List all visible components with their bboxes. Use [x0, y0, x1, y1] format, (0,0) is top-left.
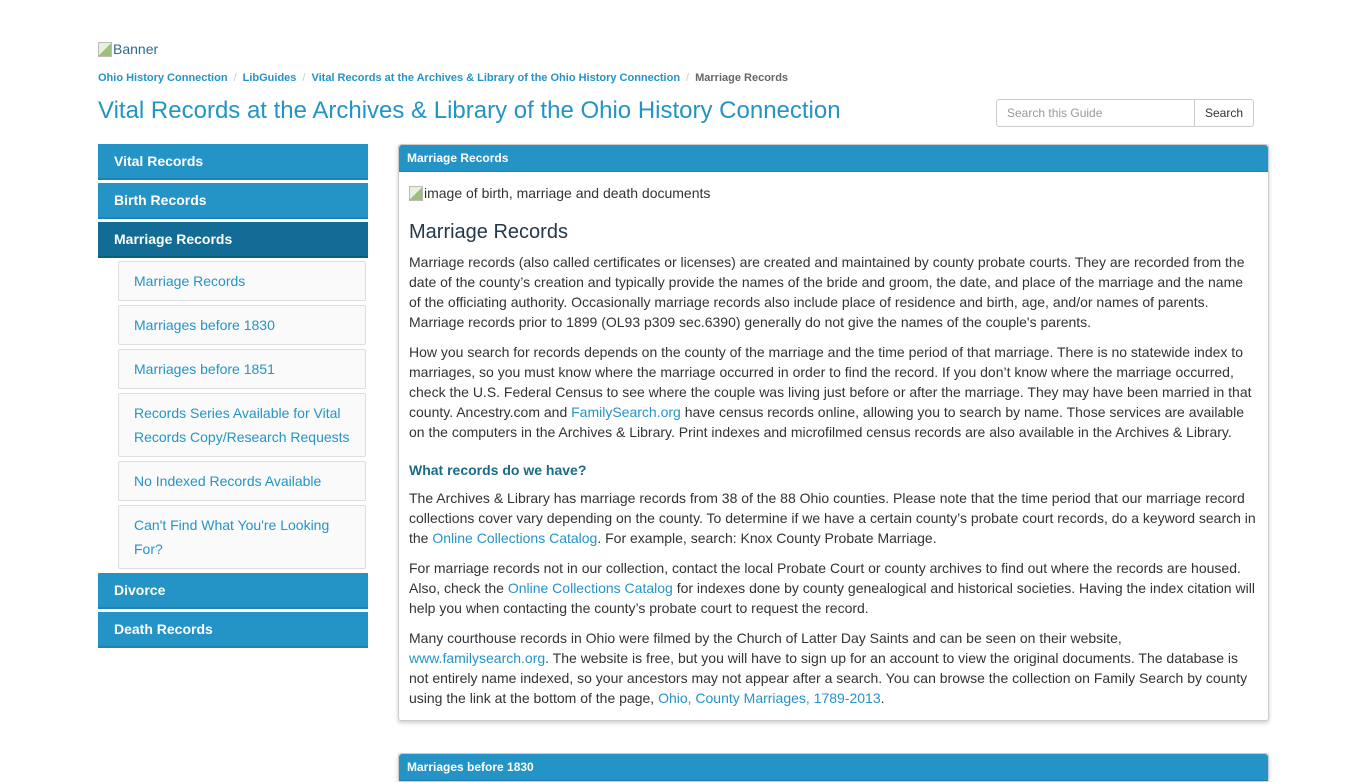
paragraph-text: . The website is free, but you will have to sign up for an account to view the original documents. The database is not entirely name indexed, so your ancestors may not appear after a search. You can browse the collection on Family Search by county using the link at the bottom of the page,: [409, 650, 1248, 706]
paragraph-text: . For example, search: Knox County Probate Marriage.: [597, 530, 937, 546]
search-button[interactable]: Search: [1194, 99, 1254, 127]
sidebar-subitem-marriage-records[interactable]: Marriage Records: [118, 261, 366, 301]
paragraph-search-howto: [409, 342, 1258, 442]
breadcrumb-current: Marriage Records: [695, 72, 789, 84]
panel-header: Marriages before 1830: [399, 754, 1268, 781]
breadcrumb-vital-records-guide[interactable]: Vital Records at the Archives & Library of the Ohio History Connection: [311, 72, 681, 84]
sidebar-subitem-cant-find[interactable]: Can't Find What You're Looking For?: [118, 505, 366, 569]
broken-image-icon: [409, 186, 423, 201]
online-collections-catalog-link[interactable]: Online Collections Catalog: [432, 530, 598, 546]
sidebar-item-marriage-records[interactable]: Marriage Records: [98, 222, 368, 258]
paragraph-familysearch: [409, 628, 1258, 708]
paragraph-holdings: [409, 488, 1258, 548]
paragraph-intro: Marriage records (also called certificates or licenses) are created and maintained by county probate courts. They are recorded from the date of the county’s creation and typically provide the names of the bride and groom, the date, and place of the marriage and the name of the officiating authority. Occasionally marriage records also include place of residence and birth, age, and/or names of parents. Marriage records prior to 1899 (OL93 p309 sec.6390) generally do not give the names of the couple's parents.: [409, 254, 1245, 330]
paragraph-text: .: [880, 690, 885, 706]
marriage-records-panel: [398, 144, 1269, 721]
guide-search-form: [996, 99, 1254, 127]
banner-alt-text: Banner: [113, 41, 159, 57]
paragraph-text: How you search for records depends on the county of the marriage and the time period of that marriage. There is no statewide index to marriages, so you must know where the marriage occurred in order to find the record. If you don’t know where the marriage occurred, check the U.S. Federal Census to see where the couple was living just before or after the marriage. They may have been married in that county. Ancestry.com and: [409, 344, 1252, 420]
sidebar-item-death-records[interactable]: Death Records: [98, 612, 368, 648]
sidebar-subitem-marriages-before-1851[interactable]: Marriages before 1851: [118, 349, 366, 389]
sidebar-item-vital-records[interactable]: Vital Records: [98, 144, 368, 180]
documents-image: [409, 182, 1258, 204]
section-heading: Marriage Records: [409, 221, 568, 243]
breadcrumb: [98, 72, 788, 84]
search-input[interactable]: [996, 99, 1194, 127]
familysearch-link[interactable]: FamilySearch.org: [571, 404, 681, 420]
sidebar-subitem-records-series[interactable]: Records Series Available for Vital Records Copy/Research Requests: [118, 393, 366, 457]
broken-image-icon: [98, 42, 112, 57]
sidebar-nav: [98, 144, 368, 651]
familysearch-website-link[interactable]: www.familysearch.org: [409, 650, 546, 666]
panel-body: [399, 172, 1268, 720]
paragraph-text: have census records online, allowing you to search by name. Those services are available on the computers in the Archives & Library. Print indexes and microfilmed census records are also available in the Archives & Library.: [409, 404, 1244, 440]
breadcrumb-libguides[interactable]: LibGuides: [242, 72, 297, 84]
paragraph-text: The Archives & Library has marriage records from 38 of the 88 Ohio counties. Please note that the time period that our marriage record collections cover vary depending on the county. To determine if we have a certain county’s probate court records, do a keyword search in the: [409, 490, 1256, 546]
sidebar-subitem-marriages-before-1830[interactable]: Marriages before 1830: [118, 305, 366, 345]
paragraph-text: Many courthouse records in Ohio were filmed by the Church of Latter Day Saints and can be seen on their website,: [409, 630, 1122, 646]
paragraph-not-in-collection: [409, 558, 1258, 618]
sidebar-subitem-no-indexed-records[interactable]: No Indexed Records Available: [118, 461, 366, 501]
breadcrumb-separator: /: [302, 72, 306, 84]
paragraph-text: For marriage records not in our collection, contact the local Probate Court or county archives to find out where the records are housed. Also, check the: [409, 560, 1241, 596]
ohio-county-marriages-link[interactable]: Ohio, County Marriages, 1789-2013: [658, 690, 881, 706]
banner-image: [98, 41, 158, 57]
subheading-what-records: What records do we have?: [409, 462, 587, 478]
breadcrumb-ohio-history-connection[interactable]: Ohio History Connection: [98, 72, 228, 84]
online-collections-catalog-link-2[interactable]: Online Collections Catalog: [507, 580, 673, 596]
documents-image-alt-text: image of birth, marriage and death documents: [424, 185, 711, 201]
breadcrumb-separator: /: [233, 72, 237, 84]
panel-header: Marriage Records: [399, 145, 1268, 172]
page-title: Vital Records at the Archives & Library of the Ohio History Connection: [98, 97, 841, 124]
sidebar-item-birth-records[interactable]: Birth Records: [98, 183, 368, 219]
breadcrumb-separator: /: [686, 72, 690, 84]
paragraph-text: for indexes done by county genealogical and historical societies. Having the index citation will help you when contacting the county’s probate court to request the record.: [409, 580, 1255, 616]
sidebar-item-divorce[interactable]: Divorce: [98, 573, 368, 609]
